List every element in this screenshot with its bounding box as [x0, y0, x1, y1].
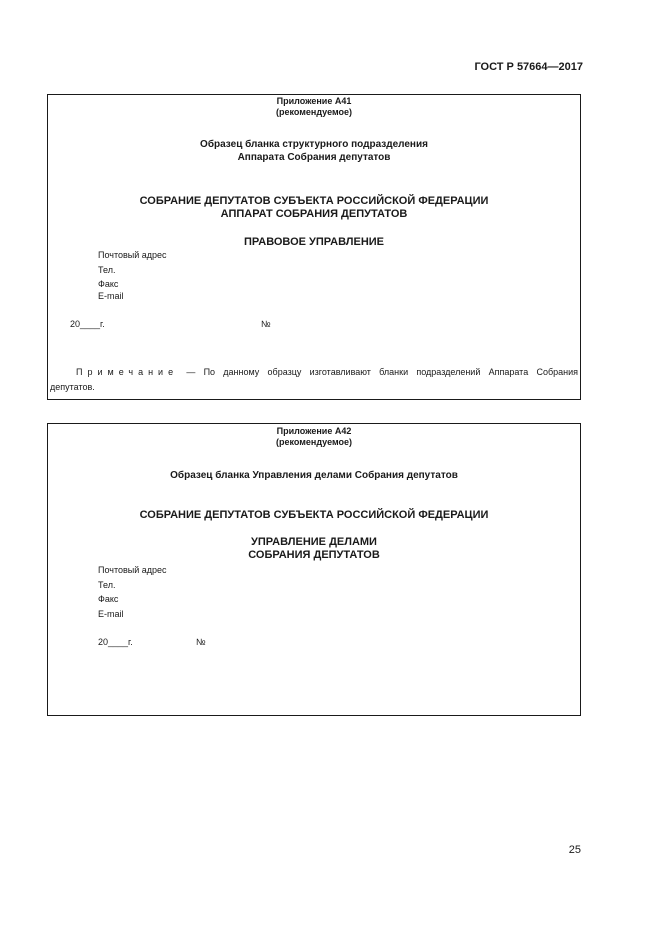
page-number: 25: [568, 844, 581, 856]
appendix-a41-note-text: — По данному образцу изготавливают бланки подразделений Аппарата Собрания: [178, 367, 578, 377]
appendix-a41-number-field: №: [261, 319, 271, 329]
appendix-a41-postal-address: Почтовый адрес: [98, 250, 167, 260]
appendix-a41-email: E-mail: [98, 291, 124, 301]
appendix-a41-fax: Факс: [98, 279, 119, 289]
appendix-a41-title: Приложение А41: [276, 96, 352, 106]
appendix-a41-date-field: 20____г.: [70, 319, 105, 329]
appendix-a42-frame: [47, 423, 581, 716]
appendix-a41-note-line2: депутатов.: [50, 382, 95, 392]
appendix-a42-fax: Факс: [98, 594, 119, 604]
appendix-a42-status: (рекомендуемое): [276, 437, 352, 447]
appendix-a41-caption-line2: Аппарата Собрания депутатов: [237, 152, 391, 163]
appendix-a42-number-field: №: [196, 637, 206, 647]
appendix-a41-status: (рекомендуемое): [276, 107, 352, 117]
appendix-a41-unit: ПРАВОВОЕ УПРАВЛЕНИЕ: [243, 236, 385, 248]
appendix-a42-unit-line2: СОБРАНИЯ ДЕПУТАТОВ: [248, 549, 380, 561]
appendix-a42-caption: Образец бланка Управления делами Собрания депутатов: [170, 470, 458, 481]
appendix-a42-date-field: 20____г.: [98, 637, 133, 647]
appendix-a42-phone: Тел.: [98, 580, 116, 590]
appendix-a42-title: Приложение А42: [276, 426, 352, 436]
appendix-a41-phone: Тел.: [98, 265, 116, 275]
appendix-a41-note: [48, 365, 580, 395]
appendix-a42-unit-line1: УПРАВЛЕНИЕ ДЕЛАМИ: [251, 536, 377, 548]
appendix-a41-org-line1: СОБРАНИЕ ДЕПУТАТОВ СУБЪЕКТА РОССИЙСКОЙ ФЕДЕРАЦИИ: [139, 195, 489, 207]
appendix-a42-email: E-mail: [98, 609, 124, 619]
appendix-a41-org-line2: АППАРАТ СОБРАНИЯ ДЕПУТАТОВ: [220, 208, 408, 220]
document-code: ГОСТ Р 57664—2017: [474, 61, 583, 73]
appendix-a41-caption-line1: Образец бланка структурного подразделения: [200, 139, 428, 150]
appendix-a41-note-line1: [50, 365, 578, 380]
appendix-a42-postal-address: Почтовый адрес: [98, 565, 167, 575]
appendix-a42-org-line1: СОБРАНИЕ ДЕПУТАТОВ СУБЪЕКТА РОССИЙСКОЙ ФЕДЕРАЦИИ: [139, 509, 489, 521]
appendix-a41-note-lead: Примечание: [76, 367, 179, 377]
appendix-a41-frame: [47, 94, 581, 400]
